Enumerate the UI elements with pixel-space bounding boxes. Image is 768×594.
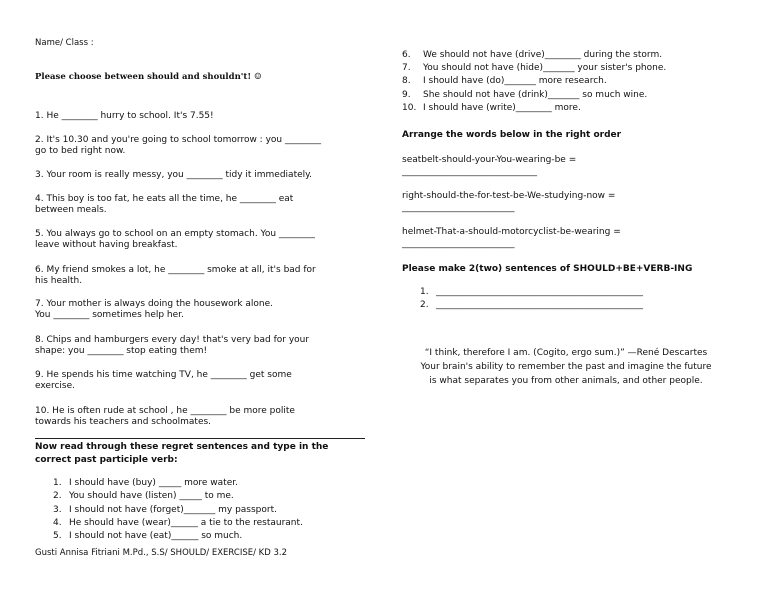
regret-item: 4. He should have (wear)______ a tie to the restaurant.: [53, 518, 303, 528]
section4-title: Please make 2(two) sentences of SHOULD+BE+VERB-ING: [402, 264, 693, 274]
exercise1-item: 1. He ________ hurry to school. It's 7.55!: [35, 111, 214, 121]
arrange-prompt: right-should-the-for-test-be-We-studying-now =: [402, 191, 616, 201]
footer-text: Gusti Annisa Fitriani M.Pd., S.S/ SHOULD/ EXERCISE/ KD 3.2: [35, 548, 287, 558]
arrange-item: [402, 226, 621, 250]
section2-title: Now read through these regret sentences and type in the correct past participle verb:: [35, 442, 329, 465]
section3-title: Arrange the words below in the right order: [402, 130, 622, 140]
section-divider: [35, 438, 365, 439]
regret-item: 2. You should have (listen) _____ to me.: [53, 491, 234, 501]
sentence-item: 1. ______________________________________________: [420, 287, 643, 297]
regret-item: 7. You should not have (hide)_______ your sister's phone.: [402, 63, 667, 73]
quote-line: Your brain's ability to remember the past and imagine the future: [420, 362, 712, 372]
arrange-prompt: helmet-That-a-should-motorcyclist-be-wearing =: [402, 227, 621, 237]
sentence-item: 2. ______________________________________________: [420, 300, 643, 310]
answer-blank: ______________________________: [402, 167, 537, 177]
regret-item: 1. I should have (buy) _____ more water.: [53, 478, 238, 488]
name-class-label: Name/ Class :: [35, 38, 94, 48]
quote-line: is what separates you from other animals, and other people.: [429, 376, 703, 386]
exercise1-item: 10. He is often rude at school , he ________ be more polite towards his teachers and schoolmates.: [35, 406, 295, 427]
exercise1-item: 6. My friend smokes a lot, he ________ smoke at all, it's bad for his health.: [35, 265, 316, 286]
exercise1-item: 5. You always go to school on an empty stomach. You ________ leave without having breakfast.: [35, 229, 315, 250]
regret-item: 8. I should have (do)_______ more research.: [402, 76, 607, 86]
exercise1-item: 9. He spends his time watching TV, he ________ get some exercise.: [35, 370, 292, 391]
exercise1-item: 4. This boy is too fat, he eats all the time, he ________ eat between meals.: [35, 194, 294, 215]
arrange-prompt: seatbelt-should-your-You-wearing-be =: [402, 155, 577, 165]
instruction-heading: Please choose between should and shouldn't! ☺: [35, 72, 262, 82]
answer-blank: _________________________: [402, 203, 515, 213]
regret-item: 6. We should not have (drive)________ during the storm.: [402, 50, 663, 60]
arrange-item: [402, 154, 576, 178]
answer-blank: _________________________: [402, 239, 515, 249]
exercise1-item: 7. Your mother is always doing the housework alone. You ________ sometimes help her.: [35, 299, 273, 320]
regret-item: 10. I should have (write)________ more.: [402, 103, 581, 113]
exercise1-item: 8. Chips and hamburgers every day! that's very bad for your shape: you ________ stop eating them!: [35, 335, 310, 356]
regret-item: 3. I should not have (forget)_______ my passport.: [53, 505, 277, 515]
regret-item: 9. She should not have (drink)_______ so much wine.: [402, 90, 648, 100]
arrange-item: [402, 190, 615, 214]
quote-block: [402, 346, 730, 388]
exercise1-item: 2. It's 10.30 and you're going to school tomorrow : you ________ go to bed right now.: [35, 135, 321, 156]
answer-blank: ______________________________________________: [436, 287, 643, 297]
exercise1-item: 3. Your room is really messy, you ________ tidy it immediately.: [35, 170, 313, 180]
quote-line: “I think, therefore I am. (Cogito, ergo sum.)” —René Descartes: [424, 348, 708, 358]
regret-item: 5. I should not have (eat)______ so much.: [53, 531, 243, 541]
answer-blank: ______________________________________________: [436, 300, 643, 310]
